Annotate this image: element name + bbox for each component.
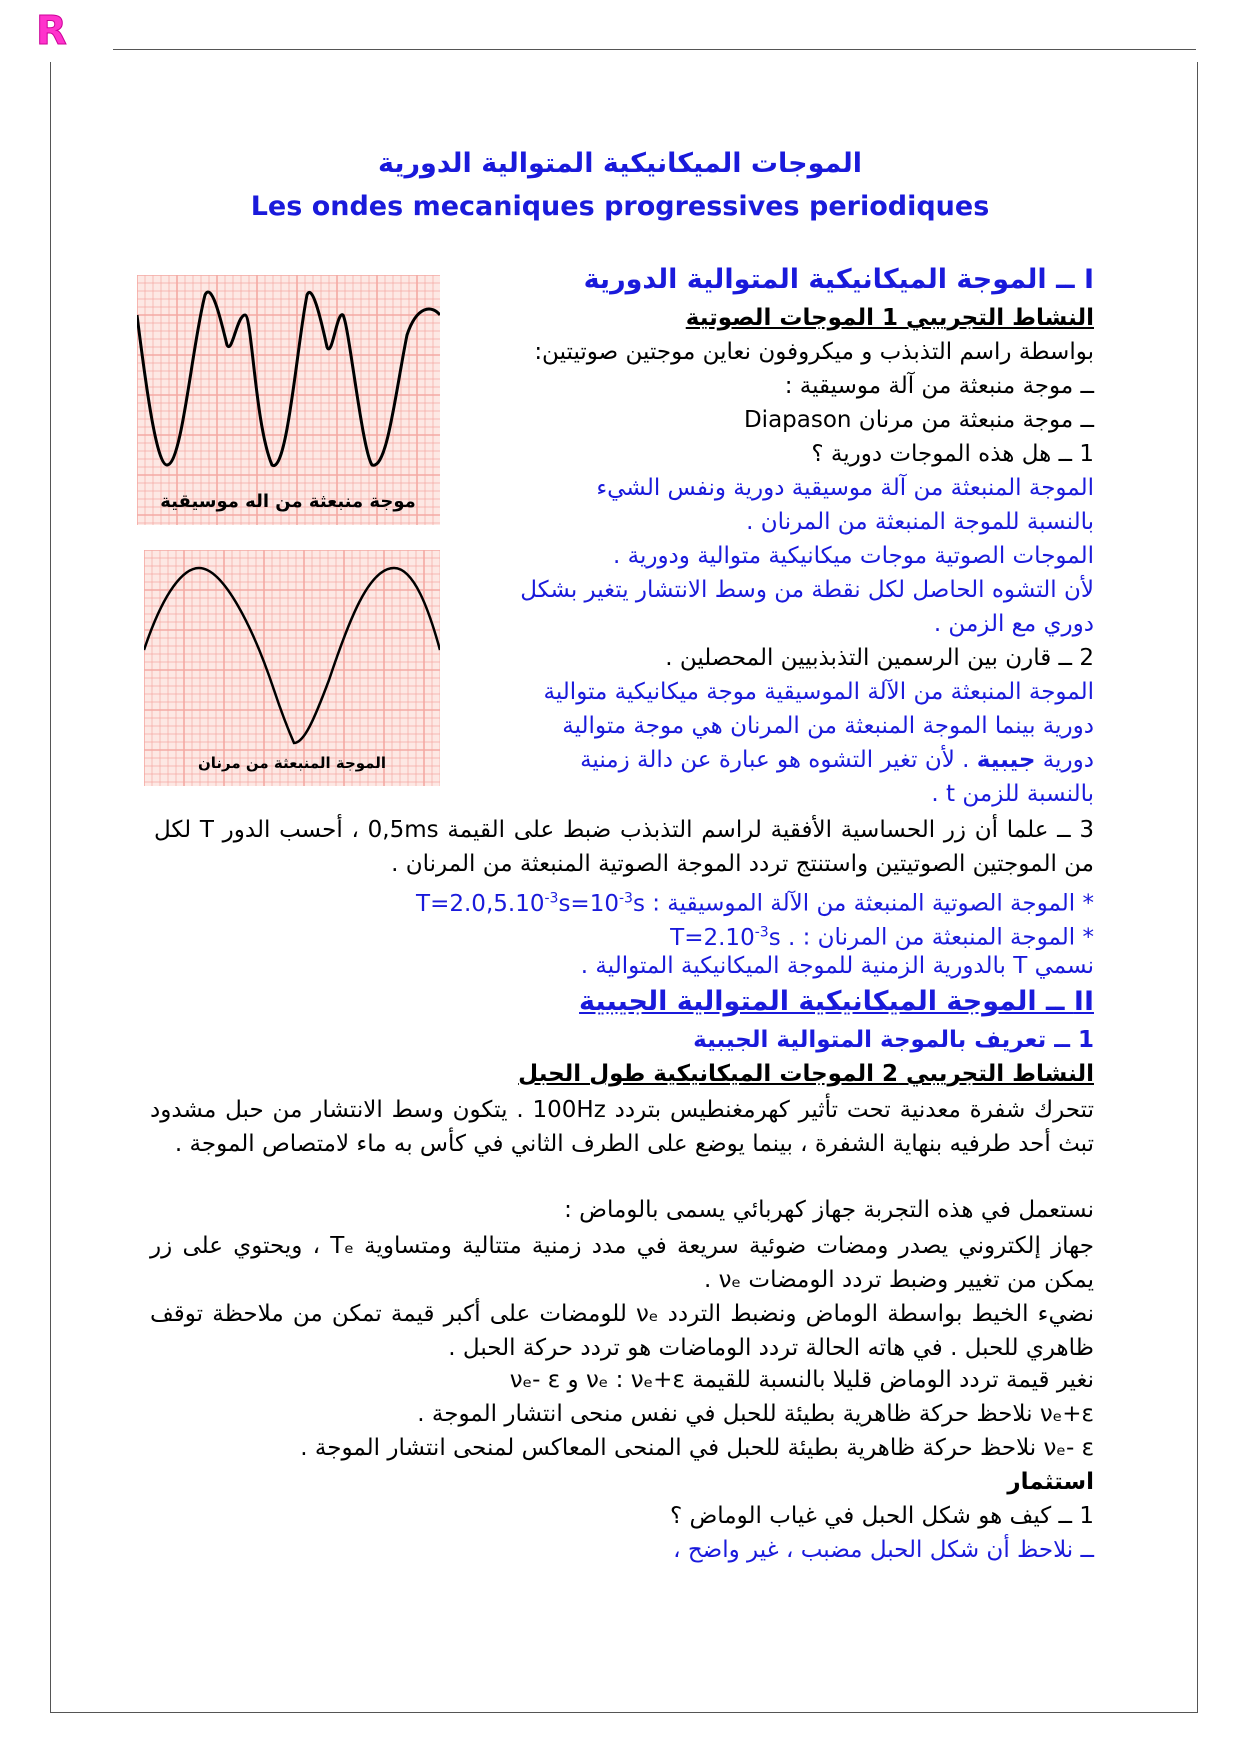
activity-2-paragraph: نغير قيمة تردد الوماض قليلا بالنسبة للقيمة νₑ : νₑ+ε و νₑ- ε [509,1367,1094,1393]
answer-2-line [580,745,1094,775]
question-2: 2 ــ قارن بين الرسمين التذبذبيين المحصلين . [665,645,1094,671]
question-3: 3 ــ علما أن زر الحساسية الأفقية لراسم التذبذب ضبط على القيمة 0,5ms ، أحسب الدور T لكل من الموجتين الصوتيتين واستنتج تردد الموجة الصوتية المنبعثة من المرنان . [154,817,1094,877]
answer-1-line: لأن التشوه الحاصل لكل نقطة من وسط الانتشار يتغير بشكل [520,577,1094,603]
answer-2-line: بالنسبة للزمن t . [931,781,1094,807]
answer-3-formula: $T=2.0,5.10^{-3}s=10^{-3}s$ [416,890,645,917]
answer-2-keyword: جيبية [976,747,1036,773]
oscillogram-music-instrument [137,275,440,525]
answer-3-label: * الموجة الصوتية المنبعثة من الآلة الموسيقية : [644,890,1094,917]
question-1: 1 ــ كيف هو شكل الحبل في غياب الوماض ؟ [669,1503,1094,1529]
figure-caption: موجة منبعثة من اله موسيقية [160,491,416,512]
answer-3-line [416,883,1094,919]
section-1-heading: I ــ الموجة الميكانيكية المتوالية الدورية [583,264,1094,295]
activity-2-paragraph: νₑ- ε نلاحظ حركة ظاهرية بطيئة للحبل في المنحى المعاكس لمنحى انتشار الموجة . [300,1435,1094,1461]
answer-1-line: بالنسبة للموجة المنبعثة من المرنان . [746,509,1094,535]
activity-2-paragraph: نستعمل في هذه التجربة جهاز كهربائي يسمى بالوماض : [564,1197,1094,1223]
activity-1-title: النشاط التجريبي 1 الموجات الصوتية [685,305,1094,331]
answer-2-line: دورية بينما الموجة المنبعثة من المرنان هي موجة متوالية [562,713,1094,739]
page-title-french: Les ondes mecaniques progressives periodiques [250,191,990,222]
figure-caption: الموجة المنبعثة من مرنان [197,754,387,772]
page-title-arabic: الموجات الميكانيكية المتوالية الدورية [377,148,863,179]
answer-2-line: الموجة المنبعثة من الآلة الموسيقية موجة ميكانيكية متوالية [543,679,1094,705]
answer-3-label: * الموجة المنبعثة من المرنان : [795,924,1094,951]
activity-2-paragraph: νₑ+ε نلاحظ حركة ظاهرية بطيئة للحبل في نفس منحى انتشار الموجة . [417,1401,1094,1427]
logo: R [36,8,67,54]
activity-1-intro: بواسطة راسم التذبذب و ميكروفون نعاين موجتين صوتيتين: [534,339,1094,365]
activity-2-title: النشاط التجريبي 2 الموجات الميكانيكية طول الحبل [518,1061,1094,1087]
answer-1-line: ــ نلاحظ أن شكل الحبل مضبب ، غير واضح ، [673,1537,1094,1563]
exploitation-heading: استثمار [1007,1469,1094,1495]
question-1: 1 ــ هل هذه الموجات دورية ؟ [811,441,1094,467]
list-item: ــ موجة منبعثة من مرنان Diapason [743,407,1094,433]
answer-1-line: الموجة المنبعثة من آلة موسيقية دورية ونفس الشيء [596,475,1094,501]
section-2-heading: II ــ الموجة الميكانيكية المتوالية الجيبية [579,986,1094,1017]
answer-2-word: دورية [1042,747,1094,773]
activity-2-paragraph: جهاز إلكتروني يصدر ومضات ضوئية سريعة في مدد زمنية متتالية ومتساوية Tₑ ، ويحتوي على زر يمكن من تغيير وضبط تردد الومضات νₑ . [150,1233,1095,1293]
answer-2-rest: . لأن تغير التشوه هو عبارة عن دالة زمنية [580,747,977,773]
section-2-subheading: 1 ــ تعريف بالموجة المتوالية الجيبية [693,1027,1094,1053]
answer-1-line: الموجات الصوتية موجات ميكانيكية متوالية ودورية . [612,543,1094,569]
answer-3-formula: $T=2.10^{-3}s$ . [670,924,796,951]
frame-top-line [113,49,1196,50]
activity-2-paragraph: نضيء الخيط بواسطة الوماض ونضبط التردد νₑ للومضات على أكبر قيمة تمكن من ملاحظة توقف ظاهري للحبل . في هاته الحالة تردد الوماضات هو تردد حركة الحبل . [150,1301,1094,1361]
list-item: ــ موجة منبعثة من آلة موسيقية : [784,373,1094,399]
answer-3-line [670,917,1094,953]
oscillogram-tuning-fork [144,550,440,786]
activity-2-paragraph: تتحرك شفرة معدنية تحت تأثير كهرمغنطيس بتردد 100Hz . يتكون وسط الانتشار من حبل مشدود تبث أحد طرفيه بنهاية الشفرة ، بينما يوضع على الطرف الثاني في كأس به ماء لامتصاص الموجة . [150,1097,1094,1157]
answer-1-line: دوري مع الزمن . [933,611,1094,637]
answer-3-line: نسمي T بالدورية الزمنية للموجة الميكانيكية المتوالية . [580,953,1094,979]
